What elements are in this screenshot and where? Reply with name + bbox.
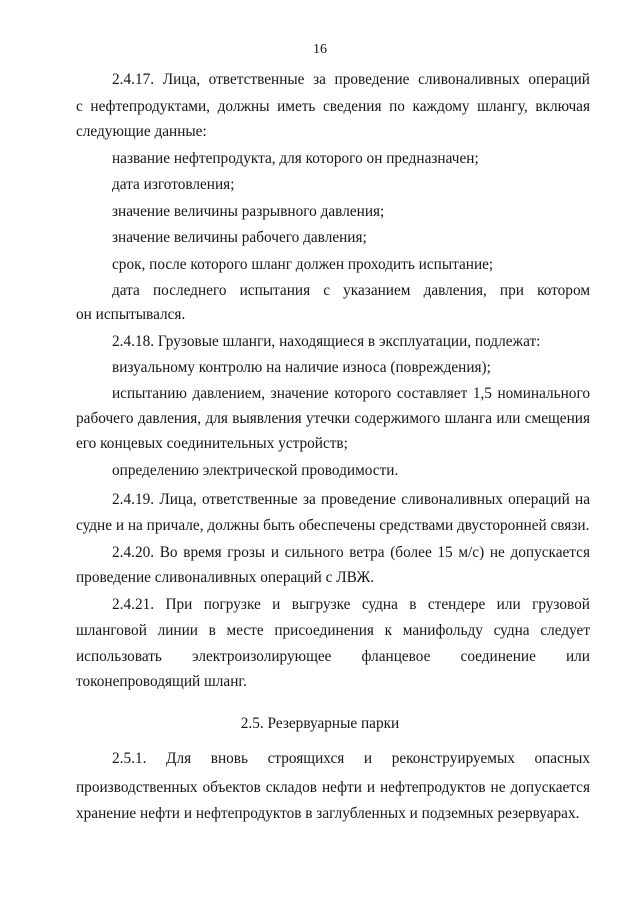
paragraph-2-4-21-line-4: токонепроводящий шланг. (76, 673, 247, 690)
paragraph-2-5-1-line-3: хранение нефти и нефтепродуктов в заглубленных и подземных резервуарах. (76, 805, 580, 822)
paragraph-2-4-21-line-3: использовать электроизолирующее фланцевое соединение или (76, 648, 590, 665)
paragraph-2-5-1-line-1: 2.5.1. Для вновь строящихся и реконструируемых опасных (112, 750, 590, 767)
paragraph-2-4-21-line-1: 2.4.21. При погрузке и выгрузке судна в стендере или грузовой (112, 596, 590, 613)
paragraph-2-4-17-line-3: следующие данные: (76, 123, 207, 140)
paragraph-2-4-21-line-2: шланговой линии в месте присоединения к манифольду судна следует (76, 622, 590, 639)
paragraph-2-4-19-line-2: судне и на причале, должны быть обеспечены средствами двусторонней связи. (76, 517, 590, 534)
list-item-product-name: название нефтепродукта, для которого он предназначен; (112, 150, 479, 167)
paragraph-2-4-20-line-2: проведение сливоналивных операций с ЛВЖ. (76, 569, 375, 586)
list-item-visual-control: визуальному контролю на наличие износа (повреждения); (112, 359, 491, 376)
paragraph-2-4-19-line-1: 2.4.19. Лица, ответственные за проведение сливоналивных операций на (112, 491, 590, 508)
list-item-pressure-test-line-3: его концевых соединительных устройств; (76, 435, 348, 452)
section-heading-2-5: 2.5. Резервуарные парки (240, 715, 400, 732)
paragraph-2-4-20-line-1: 2.4.20. Во время грозы и сильного ветра (более 15 м/с) не допускается (112, 544, 590, 561)
list-item-test-deadline: срок, после которого шланг должен проходить испытание; (112, 256, 494, 273)
list-item-conductivity: определению электрической проводимости. (112, 462, 399, 479)
paragraph-2-5-1-line-2: производственных объектов складов нефти и нефтепродуктов не допускается (76, 779, 590, 796)
list-item-burst-pressure: значение величины разрывного давления; (112, 203, 385, 220)
list-item-last-test-line-2: он испытывался. (76, 306, 186, 323)
list-item-manufacture-date: дата изготовления; (112, 176, 235, 193)
list-item-pressure-test-line-2: рабочего давления, для выявления утечки содержимого шланга или смещения (76, 410, 590, 427)
list-item-pressure-test-line-1: испытанию давлением, значение которого составляет 1,5 номинального (112, 385, 590, 402)
page-number: 16 (313, 42, 327, 57)
paragraph-2-4-17-line-1: 2.4.17. Лица, ответственные за проведение сливоналивных операций (112, 71, 590, 88)
list-item-working-pressure: значение величины рабочего давления; (112, 229, 367, 246)
paragraph-2-4-18-heading: 2.4.18. Грузовые шланги, находящиеся в эксплуатации, подлежат: (112, 333, 541, 350)
list-item-last-test-line-1: дата последнего испытания с указанием давления, при котором (112, 282, 590, 299)
paragraph-2-4-17-line-2: с нефтепродуктами, должны иметь сведения по каждому шлангу, включая (76, 98, 590, 115)
